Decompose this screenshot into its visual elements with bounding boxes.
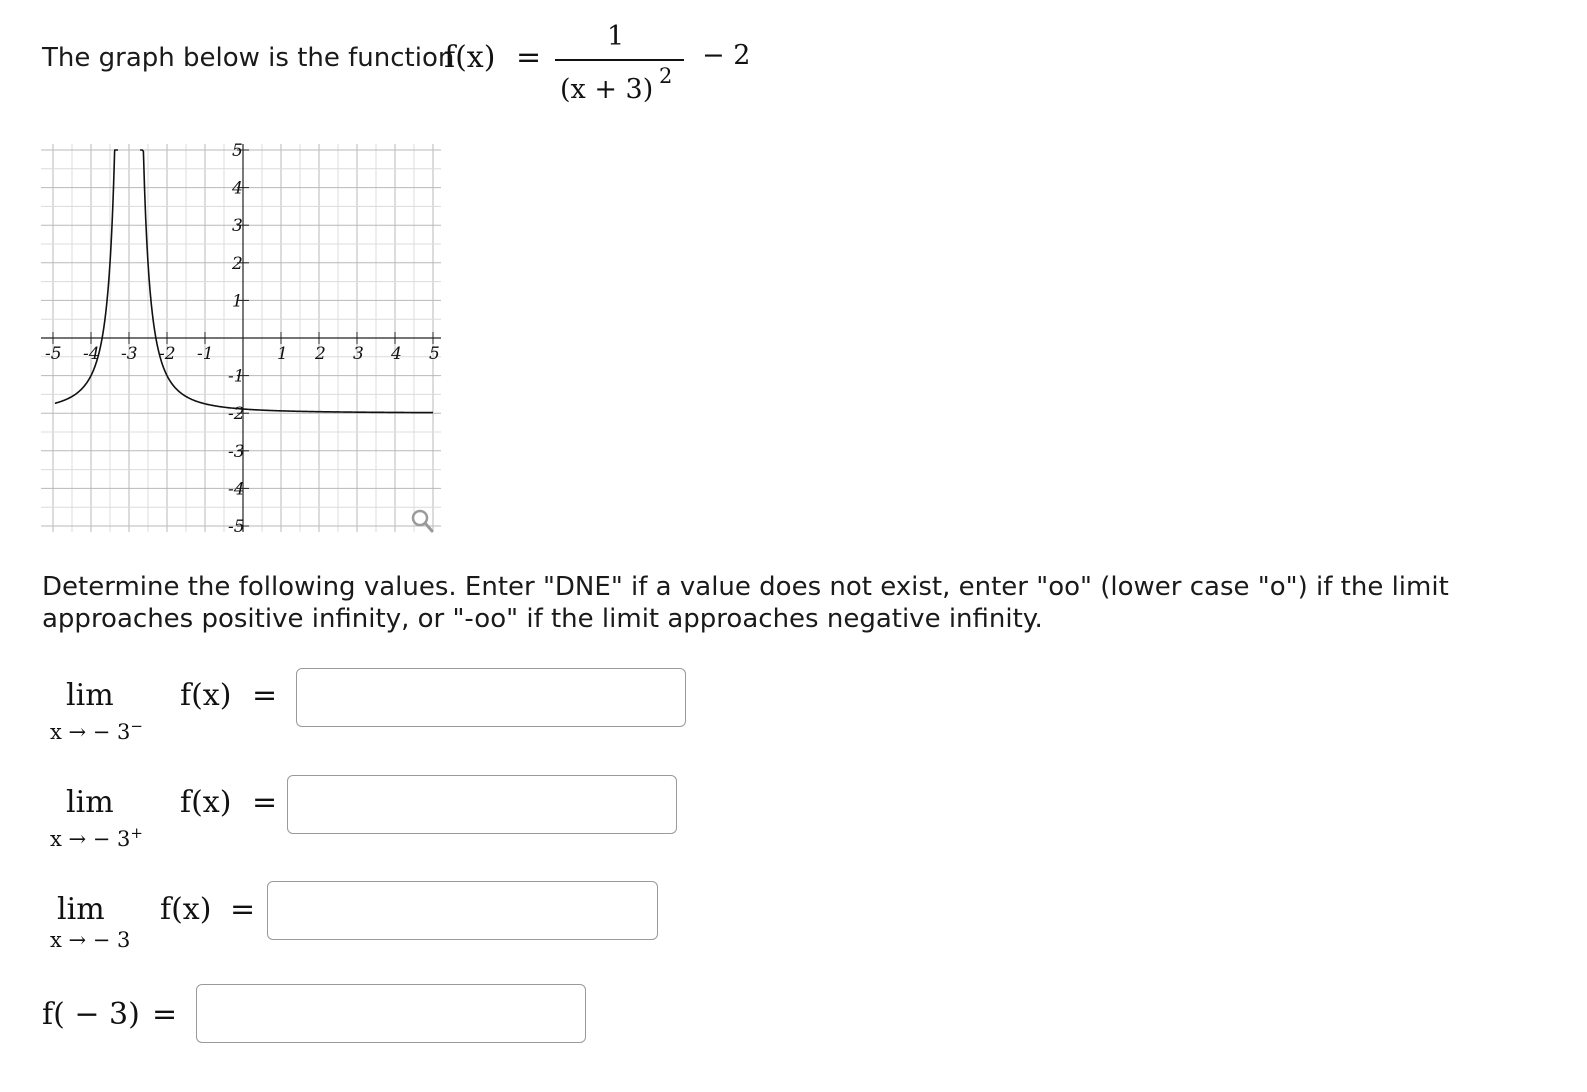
x-tick-label: 4: [391, 344, 402, 364]
answer-input-right-limit[interactable]: [287, 775, 677, 834]
y-tick-label: -3: [228, 441, 245, 462]
x-tick-label: 2: [315, 344, 326, 364]
lim-equals-2: =: [252, 785, 278, 820]
y-tick-label: 5: [232, 141, 243, 161]
x-tick-label: 1: [277, 344, 288, 364]
y-tick-label: -4: [228, 479, 245, 500]
graph-axes: [41, 144, 441, 532]
lim-function-2: f(x): [180, 785, 232, 820]
y-tick-label: 1: [232, 291, 243, 312]
function-lhs: f(x): [444, 40, 496, 75]
y-tick-label: -2: [228, 404, 245, 425]
x-tick-label: -1: [197, 344, 214, 364]
y-tick-label: 2: [232, 253, 243, 274]
fraction-bar: [555, 59, 684, 61]
function-tail: − 2: [702, 40, 751, 71]
lim-word-1: lim: [66, 678, 114, 713]
function-graph: [40, 140, 450, 540]
lim-word-2: lim: [66, 785, 114, 820]
question-intro: The graph below is the function: [42, 43, 455, 73]
x-tick-label: 5: [429, 344, 440, 364]
f-value-equals: =: [152, 997, 178, 1032]
denominator-exponent: 2: [659, 64, 673, 88]
lim-equals-3: =: [230, 892, 256, 927]
x-tick-label: -2: [159, 344, 176, 364]
equals-sign: =: [516, 40, 542, 75]
magnifier-icon[interactable]: [413, 511, 432, 531]
answer-input-left-limit[interactable]: [296, 668, 686, 727]
instructions-line-1: Determine the following values. Enter "DNE" if a value does not exist, enter "oo" (lower case "o") if the limit: [42, 572, 1449, 602]
y-tick-label: -5: [228, 517, 245, 537]
fraction-numerator: 1: [607, 21, 625, 52]
x-tick-label: -5: [45, 344, 62, 364]
y-tick-label: 3: [232, 216, 243, 237]
lim-function-1: f(x): [180, 678, 232, 713]
y-tick-label: -1: [228, 366, 245, 387]
fraction-denominator: (x + 3): [560, 74, 654, 105]
lim-subscript-3: x → − 3: [50, 928, 131, 952]
answer-input-two-sided-limit[interactable]: [267, 881, 658, 940]
answer-input-function-value[interactable]: [196, 984, 586, 1043]
f-value-label: f( − 3): [42, 997, 140, 1032]
x-tick-label: 3: [353, 344, 364, 364]
x-tick-label: -4: [83, 344, 100, 364]
lim-word-3: lim: [57, 892, 105, 927]
y-tick-label: 4: [232, 178, 243, 199]
x-tick-label: -3: [121, 344, 138, 364]
lim-subscript-1: x → − 3−: [50, 717, 143, 744]
instructions-line-2: approaches positive infinity, or "-oo" if the limit approaches negative infinity.: [42, 604, 1043, 634]
lim-function-3: f(x): [160, 892, 212, 927]
lim-equals-1: =: [252, 678, 278, 713]
lim-subscript-2: x → − 3+: [50, 824, 143, 851]
